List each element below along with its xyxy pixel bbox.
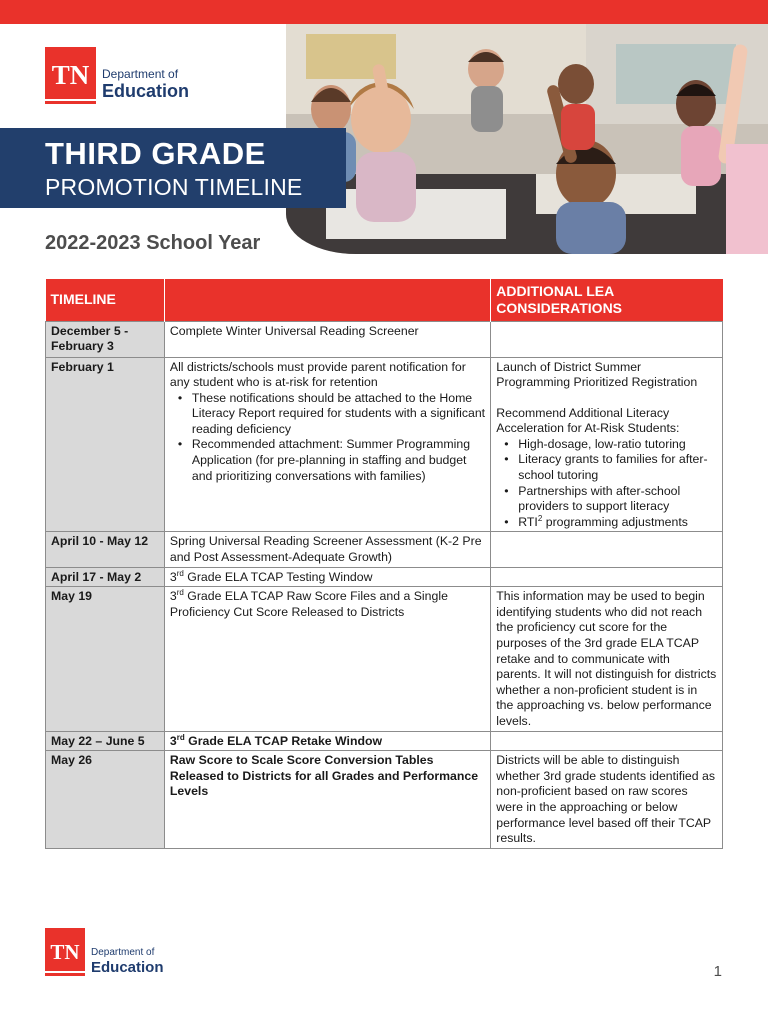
- classroom-photo: [286, 24, 768, 254]
- table-header-row: [46, 279, 723, 321]
- row-lea-consideration: [491, 532, 723, 567]
- row-lea-bullets: [496, 437, 717, 531]
- ordinal-suffix: rd: [176, 568, 184, 578]
- row-description-text: Grade ELA TCAP Raw Score Files and a Single Proficiency Cut Score Released to Districts: [169, 589, 448, 619]
- row-description-text: Grade ELA TCAP Testing Window: [183, 569, 373, 584]
- grade-number: 3: [169, 569, 177, 584]
- row-lea-consideration: This information may be used to begin identifying students who did not reach the proficiency cut score for the purposes of the 3rd grade ELA TCAP retake and to communicate with parents. It will not distinguish for districts whether a non-proficient student is in the approaching vs. below performance levels.: [491, 587, 723, 731]
- table-row: [46, 357, 723, 532]
- row-date: May 26: [46, 751, 165, 849]
- tn-logo-mark: TN: [45, 47, 96, 104]
- ordinal-suffix: rd: [176, 732, 185, 742]
- row-date: February 1: [46, 357, 165, 532]
- header-lea-considerations: ADDITIONAL LEA CONSIDERATIONS: [491, 279, 723, 321]
- row-lea-consideration: [491, 731, 723, 751]
- row-description: [164, 357, 490, 532]
- classroom-photo-illustration: [286, 24, 768, 254]
- rti-text: RTI: [518, 514, 538, 529]
- logo-department-text: Department of: [91, 946, 155, 958]
- list-item: • High-dosage, low-ratio tutoring: [496, 437, 717, 453]
- table-row: [46, 731, 723, 751]
- spacer: [496, 391, 717, 406]
- promotion-timeline-table: [45, 279, 723, 849]
- grade-number: 3: [169, 589, 177, 604]
- page-subtitle: PROMOTION TIMELINE: [45, 174, 303, 200]
- list-item: • These notifications should be attached to the Home Literacy Report required for students with a significant reading deficiency: [170, 391, 485, 438]
- header-timeline: TIMELINE: [46, 279, 165, 321]
- school-year-heading: 2022-2023 School Year: [45, 232, 261, 254]
- row-description: Raw Score to Scale Score Conversion Tables Released to Districts for all Grades and Performance Levels: [164, 751, 490, 849]
- page-title: THIRD GRADE: [45, 136, 266, 171]
- list-item: • Literacy grants to families for after-school tutoring: [496, 452, 717, 483]
- table-row: [46, 587, 723, 731]
- row-lea-consideration: [491, 357, 723, 532]
- logo-education-text: Education: [91, 958, 164, 976]
- list-item: [496, 515, 717, 531]
- table-row: [46, 751, 723, 849]
- table-row: [46, 321, 723, 357]
- row-description: Spring Universal Reading Screener Assessment (K-2 Pre and Post Assessment-Adequate Growth): [164, 532, 490, 567]
- rti-suffix: programming adjustments: [542, 514, 688, 529]
- row-description-text: Grade ELA TCAP Retake Window: [184, 733, 383, 748]
- logo-wordmark: [102, 51, 189, 101]
- rti-superscript: 2: [537, 513, 543, 523]
- logo-department-text: Department of: [102, 66, 179, 81]
- row-lea-consideration: Districts will be able to distinguish whether 3rd grade students identified as non-proficient based on raw scores were in the approaching or below performance level based off their TCAP results.: [491, 751, 723, 849]
- row-date: May 19: [46, 587, 165, 731]
- table-row: [46, 567, 723, 587]
- top-accent-bar: [0, 0, 768, 24]
- logo-wordmark: [91, 929, 164, 976]
- row-date: April 17 - May 2: [46, 567, 165, 587]
- row-lea-consideration: [491, 321, 723, 357]
- row-lea-intro: Recommend Additional Literacy Acceleration for At-Risk Students:: [496, 405, 680, 436]
- row-description-bullets: [170, 391, 485, 485]
- row-description: [164, 567, 490, 587]
- row-description: [164, 731, 490, 751]
- table-row: [46, 532, 723, 567]
- tn-doe-logo: [45, 47, 189, 104]
- header-description: [164, 279, 490, 321]
- ordinal-suffix: rd: [176, 588, 184, 598]
- grade-number: 3: [169, 733, 177, 748]
- row-date: December 5 - February 3: [46, 321, 165, 357]
- row-description-text: All districts/schools must provide parent notification for any student who is at-risk for retention: [169, 359, 466, 390]
- row-date: April 10 - May 12: [46, 532, 165, 567]
- row-lea-text: Launch of District Summer Programming Prioritized Registration: [496, 359, 698, 390]
- tn-logo-mark: TN: [45, 928, 85, 976]
- list-item: • Partnerships with after-school providers to support literacy: [496, 484, 717, 515]
- row-description: [164, 587, 490, 731]
- row-description: Complete Winter Universal Reading Screener: [164, 321, 490, 357]
- list-item: • Recommended attachment: Summer Programming Application (for pre-planning in staffing and budget and prioritizing conversations with families): [170, 437, 485, 484]
- page-number: 1: [713, 963, 722, 980]
- row-date: May 22 – June 5: [46, 731, 165, 751]
- tn-doe-logo-footer: [45, 928, 164, 976]
- row-lea-consideration: [491, 567, 723, 587]
- logo-education-text: Education: [102, 80, 190, 101]
